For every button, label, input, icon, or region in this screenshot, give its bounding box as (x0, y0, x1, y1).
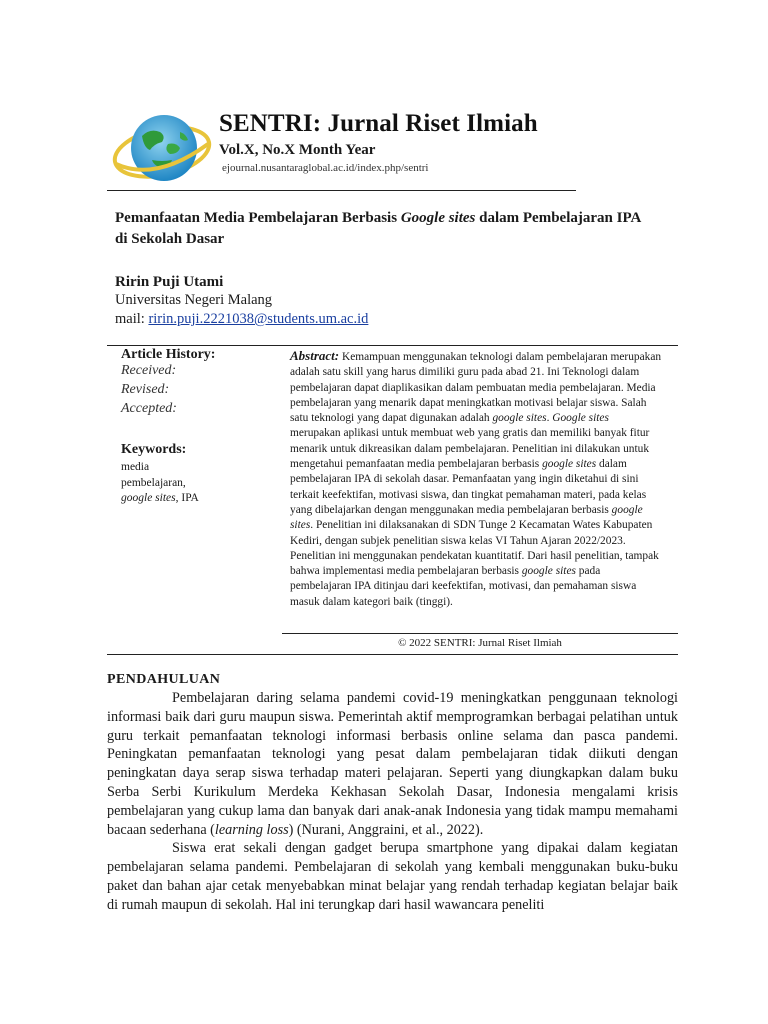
keywords-heading: Keywords: (121, 442, 187, 457)
header-divider (107, 190, 576, 191)
history-revised: Revised: (121, 382, 170, 397)
journal-volume: Vol.X, No.X Month Year (219, 142, 376, 158)
info-box-bottom-rule (107, 654, 678, 655)
email-link[interactable]: ririn.puji.2221038@students.um.ac.id (148, 311, 369, 327)
paragraph-1: Pembelajaran daring selama pandemi covid-19 meningkatkan penggunaan teknologi informasi baik dari guru maupun siswa. Pemerintah aktif memprogramkan berbagai pelatihan untuk guru terkait pemanfaatan teknologi informasi berbasis online selama dan pasca pandemi. Peningkatan pemanfaatan teknologi yang pesat dalam pembelajaran tidak diikuti dengan peningkatan daya serap siswa terhadap materi pelajaran. Seperti yang diungkapkan dalam buku Serba Serbi Kurikulum Merdeka Kekhasan Sekolah Dasar, Indonesia mengalami krisis pembelajaran yang cukup lama dan banyak dari anak-anak Indonesia yang tidak mampu memahami bacaan sederhana (learning loss) (Nurani, Anggraini, et al., 2022). (107, 690, 678, 838)
author-name: Ririn Puji Utami (115, 274, 224, 290)
body-text (107, 689, 678, 915)
author-email: mail: ririn.puji.2221038@students.um.ac.id (115, 311, 369, 327)
journal-title: SENTRI: Jurnal Riset Ilmiah (219, 110, 538, 137)
abstract-divider (282, 633, 678, 634)
copyright-notice: © 2022 SENTRI: Jurnal Riset Ilmiah (398, 637, 562, 649)
abstract-text: Abstract: Kemampuan menggunakan teknologi dalam pembelajaran merupakan adalah satu skill yang harus dimiliki guru pada abad 21. Ini Teknologi dalam pembelajaran dapat diaplikasikan dalam pembuatan media pembelajaran. Media pembelajaran yang menarik dapat meningkatkan motivasi belajar siswa. Salah satu teknologi yang dapat digunakan adalah google sites. Google sites merupakan aplikasi untuk membuat web yang gratis dan memiliki banyak fitur menarik untuk dikreasikan dalam pembelajaran. Penelitian ini dilakukan untuk mengetahui pemanfaatan media pembelajaran berbasis google sites dalam pembelajaran IPA di sekolah dasar. Pemanfaatan yang ingin diketahui di sini terkait keefektifan, motivasi siswa, dan tingkat pemahaman materi, pada kelas yang dibelajarkan dengan menggunakan media pembelajaran berbasis google sites. Penelitian ini dilaksanakan di SDN Tunge 2 Kecamatan Wates Kabupaten Kediri, dengan subjek penelitian siswa kelas VI Tahun Ajaran 2022/2023. Penelitian ini menggunakan pendekatan kuantitatif. Dari hasil penelitian, tampak bahwa implementasi media pembelajaran berbasis google sites pada pembelajaran IPA ditinjau dari keefektifan, motivasi, dan pemahaman siswa masuk dalam kategori baik (tinggi). (290, 348, 662, 608)
paragraph-2: Siswa erat sekali dengan gadget berupa smartphone yang dipakai dalam kegiatan pembelajaran selama pandemi. Pembelajaran di sekolah yang kembali menggunakan buku-buku paket dan bahan ajar cetak menyebabkan minat belajar yang rendah terhadap kegiatan belajar baik di rumah maupun di sekolah. Hal ini terungkap dari hasil wawancara peneliti (107, 840, 678, 913)
history-accepted: Accepted: (121, 401, 177, 416)
history-received: Received: (121, 363, 177, 378)
article-history-heading: Article History: (121, 347, 216, 362)
keywords-list: media pembelajaran, google sites, IPA (121, 461, 199, 504)
journal-logo (112, 108, 214, 190)
author-affiliation: Universitas Negeri Malang (115, 292, 273, 308)
journal-url[interactable]: ejournal.nusantaraglobal.ac.id/index.php/sentri (222, 162, 429, 174)
abstract-panel (282, 348, 678, 649)
section-heading: PENDAHULUAN (107, 672, 221, 687)
info-box-top-rule (107, 345, 678, 346)
paper-title: Pemanfaatan Media Pembelajaran Berbasis Google sites dalam Pembelajaran IPA di Sekolah Dasar (115, 210, 641, 247)
